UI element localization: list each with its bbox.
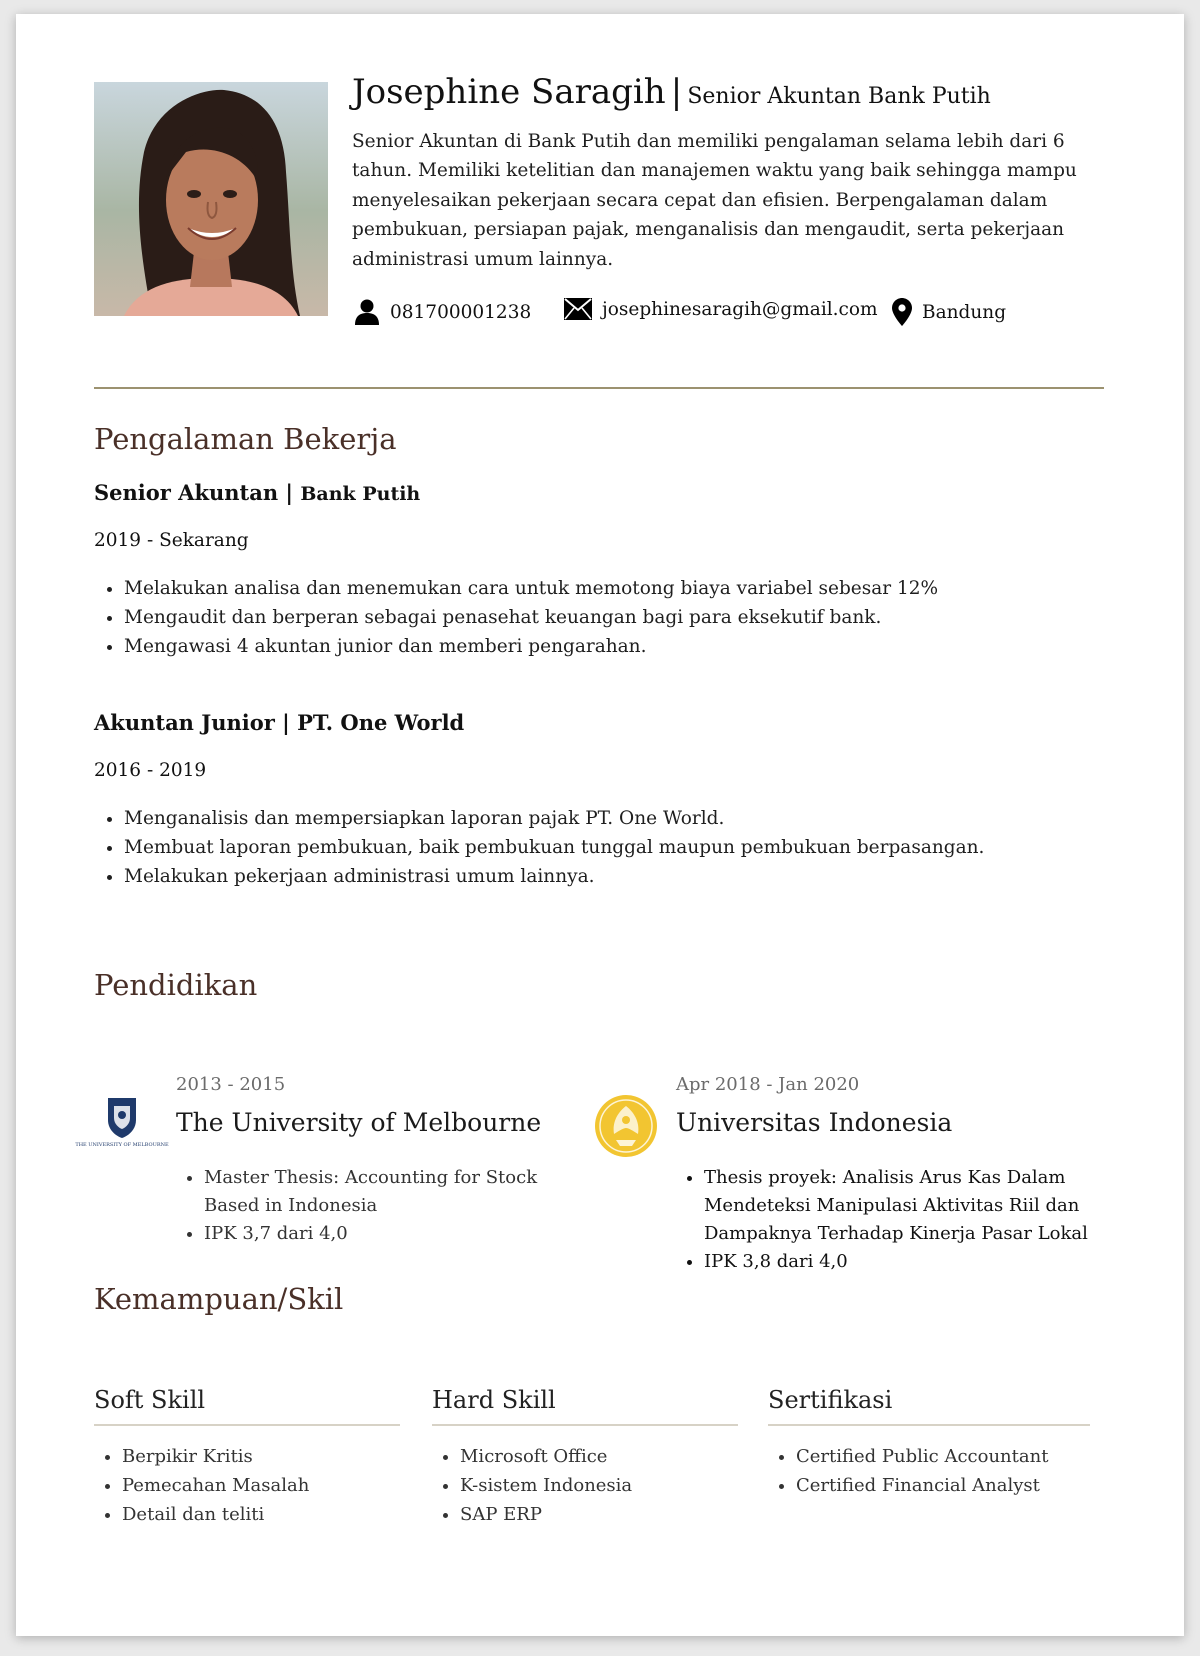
job-company: PT. One World xyxy=(297,710,465,735)
skill-column-soft xyxy=(94,1386,400,1529)
location-pin-icon xyxy=(892,298,912,326)
list-item: • Certified Financial Analyst xyxy=(796,1471,1090,1500)
list-item: • Microsoft Office xyxy=(460,1442,738,1471)
education-details xyxy=(676,1164,1104,1276)
education-item xyxy=(75,1074,574,1274)
list-item: • Mengaudit dan berperan sebagai penasehat keuangan bagi para eksekutif bank. xyxy=(124,603,938,632)
contact-phone xyxy=(354,298,531,326)
email-link[interactable]: josephinesaragih@gmail.com xyxy=(602,298,878,320)
list-item: • Detail dan teliti xyxy=(122,1500,400,1529)
education-details xyxy=(176,1164,584,1248)
school-name: The University of Melbourne xyxy=(176,1108,542,1137)
skill-column-title: Sertifikasi xyxy=(768,1386,1090,1426)
skill-column-certifications xyxy=(768,1386,1090,1500)
list-item: • Thesis proyek: Analisis Arus Kas Dalam Mendeteksi Manipulasi Aktivitas Riil dan Dampaknya Terhadap Kinerja Pasar Lokal xyxy=(704,1164,1104,1248)
list-item: • K-sistem Indonesia xyxy=(460,1471,738,1500)
list-item: • Melakukan pekerjaan administrasi umum lainnya. xyxy=(124,862,984,891)
job-responsibilities xyxy=(94,574,938,661)
education-period: 2013 - 2015 xyxy=(176,1074,286,1095)
contact-location xyxy=(892,298,1006,326)
school-name: Universitas Indonesia xyxy=(676,1108,953,1137)
melbourne-logo xyxy=(75,1096,169,1158)
list-item: • Pemecahan Masalah xyxy=(122,1471,400,1500)
ui-logo xyxy=(594,1094,658,1162)
job-responsibilities xyxy=(94,804,984,891)
list-item: • Membuat laporan pembukuan, baik pembukuan tunggal maupun pembukuan berpasangan. xyxy=(124,833,984,862)
profile-photo xyxy=(94,82,328,316)
section-title-experience: Pengalaman Bekerja xyxy=(94,422,397,456)
education-item xyxy=(594,1074,1114,1274)
phone-number: 081700001238 xyxy=(390,301,532,323)
mail-icon xyxy=(564,298,592,320)
skill-column-title: Soft Skill xyxy=(94,1386,400,1426)
job-role: Akuntan Junior xyxy=(94,710,275,735)
job-period: 2019 - Sekarang xyxy=(94,530,249,551)
section-title-skills: Kemampuan/Skil xyxy=(94,1282,344,1316)
university-crest-icon xyxy=(75,1096,169,1154)
profile-summary: Senior Akuntan di Bank Putih dan memiliki pengalaman selama lebih dari 6 tahun. Memiliki ketelitian dan manajemen waktu yang baik sehingga mampu menyelesaikan pekerjaan secara cepat dan efisien. Berpengalaman dalam pembukuan, persiapan pajak, menganalisis dan mengaudit, serta pekerjaan administrasi umum lainnya. xyxy=(352,130,1077,270)
job-period: 2016 - 2019 xyxy=(94,760,207,781)
person-icon xyxy=(354,298,380,326)
list-item: • IPK 3,7 dari 4,0 xyxy=(204,1220,584,1248)
list-item: • Mengawasi 4 akuntan junior dan memberi pengarahan. xyxy=(124,632,938,661)
skill-list xyxy=(94,1442,400,1529)
skill-column-hard xyxy=(432,1386,738,1529)
skill-list xyxy=(432,1442,738,1529)
job-title: Senior Akuntan Bank Putih xyxy=(687,84,991,109)
name-line xyxy=(352,72,1122,113)
logo-text: THE UNIVERSITY OF MELBOURNE xyxy=(75,1142,169,1148)
full-name: Josephine Saragih xyxy=(352,72,666,112)
makara-emblem-icon xyxy=(594,1094,658,1158)
header xyxy=(352,72,1122,274)
education-period: Apr 2018 - Jan 2020 xyxy=(676,1074,860,1095)
list-item: • SAP ERP xyxy=(460,1500,738,1529)
contact-email xyxy=(564,298,878,320)
list-item: • Menganalisis dan mempersiapkan laporan pajak PT. One World. xyxy=(124,804,984,833)
title-separator: | xyxy=(670,72,683,112)
list-item: • Master Thesis: Accounting for Stock Based in Indonesia xyxy=(204,1164,584,1220)
header-divider xyxy=(94,387,1104,389)
contact-info xyxy=(352,298,1132,332)
list-item: • IPK 3,8 dari 4,0 xyxy=(704,1248,1104,1276)
portrait-illustration xyxy=(94,82,328,316)
job-company: Bank Putih xyxy=(300,483,421,505)
list-item: • Melakukan analisa dan menemukan cara untuk memotong biaya variabel sebesar 12% xyxy=(124,574,938,603)
list-item: • Berpikir Kritis xyxy=(122,1442,400,1471)
location-text: Bandung xyxy=(922,301,1007,323)
job-heading: Senior Akuntan | Bank Putih xyxy=(94,480,421,505)
skill-column-title: Hard Skill xyxy=(432,1386,738,1426)
resume-page xyxy=(16,14,1184,1636)
list-item: • Certified Public Accountant xyxy=(796,1442,1090,1471)
job-role: Senior Akuntan xyxy=(94,480,279,505)
skill-list xyxy=(768,1442,1090,1500)
section-title-education: Pendidikan xyxy=(94,968,258,1002)
job-heading: Akuntan Junior | PT. One World xyxy=(94,710,465,735)
